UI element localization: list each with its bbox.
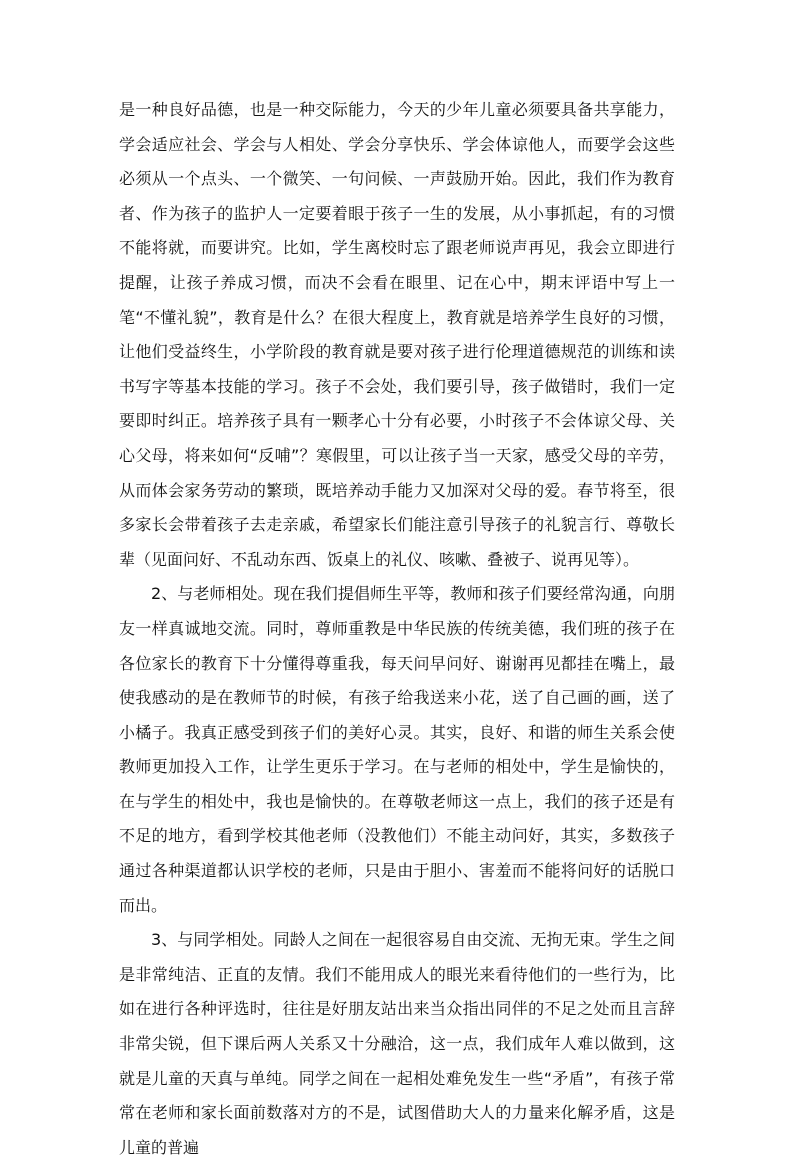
paragraph-teacher-relations: 2、与老师相处。现在我们提倡师生平等，教师和孩子们要经常沟通，向朋友一样真诚地交流。同时，尊师重教是中华民族的传统美德，我们班的孩子在各位家长的教育下十分懂得尊重我，每天问早问好、谢谢再见都挂在嘴上，最使我感动的是在教师节的时候，有孩子给我送来小花，送了自己画的画，送了小橘子。我真正感受到孩子们的美好心灵。其实，良好、和谐的师生关系会使教师更加投入工作，让学生更乐于学习。在与老师的相处中，学生是愉快的，在与学生的相处中，我也是愉快的。在尊敬老师这一点上，我们的孩子还是有不足的地方，看到学校其他老师（没教他们）不能主动问好，其实，多数孩子通过各种渠道都认识学校的老师，只是由于胆小、害羞而不能将问好的话脱口而出。 xyxy=(119,584,675,915)
paragraph-classmate-relations: 3、与同学相处。同龄人之间在一起很容易自由交流、无拘无束。学生之间是非常纯洁、正直的友情。我们不能用成人的眼光来看待他们的一些行为，比如在进行各种评选时，往往是好朋友站出来当众指出同伴的不足之处而且言辞非常尖锐，但下课后两人关系又十分融洽，这一点，我们成年人难以做到，这就是儿童的天真与单纯。同学之间在一起相处难免发生一些“矛盾”，有孩子常常在老师和家长面前数落对方的不是，试图借助大人的力量来化解矛盾，这是儿童的普遍 xyxy=(119,930,675,1157)
document-page xyxy=(119,93,675,1165)
paragraph-politeness: 是一种良好品德，也是一种交际能力，今天的少年儿童必须要具备共享能力，学会适应社会、学会与人相处、学会分享快乐、学会体谅他人，而要学会这些必须从一个点头、一个微笑、一句问候、一声鼓励开始。因此，我们作为教育者、作为孩子的监护人一定要着眼于孩子一生的发展，从小事抓起，有的习惯不能将就，而要讲究。比如，学生离校时忘了跟老师说声再见，我会立即进行提醒，让孩子养成习惯，而决不会看在眼里、记在心中，期末评语中写上一笔“不懂礼貌”，教育是什么？在很大程度上，教育就是培养学生良好的习惯，让他们受益终生，小学阶段的教育就是要对孩子进行伦理道德规范的训练和读书写字等基本技能的学习。孩子不会处，我们要引导，孩子做错时，我们一定要即时纠正。培养孩子具有一颗孝心十分有必要，小时孩子不会体谅父母、关心父母，将来如何“反哺”？寒假里，可以让孩子当一天家，感受父母的辛劳，从而体会家务劳动的繁琐，既培养动手能力又加深对父母的爱。春节将至，很多家长会带着孩子去走亲戚，希望家长们能注意引导孩子的礼貌言行、尊敬长辈（见面问好、不乱动东西、饭桌上的礼仪、咳嗽、叠被子、说再见等）。 xyxy=(119,100,675,569)
